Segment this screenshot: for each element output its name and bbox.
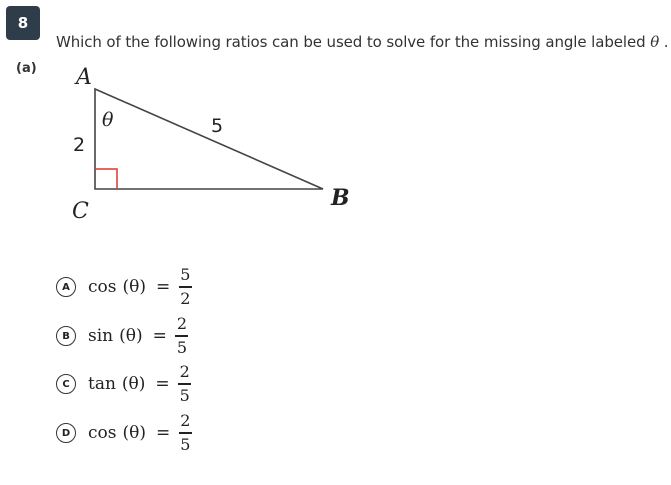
choice-b-argument: (θ) [119, 326, 143, 346]
choice-d[interactable] [56, 413, 192, 453]
vertex-label-b: B [331, 185, 350, 211]
fraction-bar [179, 432, 192, 433]
choice-c[interactable] [56, 364, 192, 404]
choice-a-bubble[interactable]: A [56, 277, 76, 297]
choice-a[interactable] [56, 267, 192, 307]
choice-c-expression [88, 364, 192, 403]
choice-c-fraction [178, 364, 192, 403]
choice-d-argument: (θ) [122, 423, 146, 443]
choice-c-numerator: 2 [179, 362, 190, 382]
choice-a-expression [88, 267, 192, 306]
choice-b[interactable] [56, 316, 189, 356]
choice-b-numerator: 2 [176, 314, 188, 334]
fraction-bar [179, 286, 192, 287]
angle-label-theta: θ [102, 109, 114, 131]
choice-c-bubble[interactable]: C [56, 374, 76, 394]
choice-b-expression [88, 316, 189, 355]
side-label-ac: 2 [73, 134, 86, 156]
choice-d-expression [88, 413, 192, 452]
part-label: (a) [16, 61, 37, 76]
vertex-label-c: C [72, 199, 89, 224]
question-number-badge: 8 [6, 6, 40, 40]
choice-b-equals: = [152, 326, 167, 346]
choice-d-fraction [178, 413, 192, 452]
choice-d-equals: = [155, 423, 171, 443]
fraction-bar [175, 335, 188, 336]
choice-a-fraction [178, 267, 192, 306]
side-label-ab: 5 [211, 115, 224, 137]
choice-c-function: tan [88, 374, 116, 394]
choice-b-denominator: 5 [176, 337, 188, 357]
choice-d-bubble[interactable]: D [56, 423, 76, 443]
choice-d-numerator: 2 [180, 411, 191, 431]
fraction-bar [178, 383, 191, 384]
choice-b-fraction [175, 316, 189, 355]
choice-d-function: cos [88, 423, 117, 443]
choice-c-denominator: 5 [179, 385, 190, 405]
choice-b-bubble[interactable]: B [56, 326, 76, 346]
prompt-text: Which of the following ratios can be used to solve for the missing angle labeled [56, 33, 646, 51]
choice-c-equals: = [155, 374, 170, 394]
prompt-period: . [663, 33, 669, 51]
choice-c-argument: (θ) [121, 374, 146, 394]
choice-a-argument: (θ) [122, 277, 146, 297]
vertex-label-a: A [76, 65, 92, 90]
choice-d-denominator: 5 [180, 434, 191, 454]
choice-a-equals: = [155, 277, 171, 297]
right-angle-marker [95, 169, 117, 189]
choice-a-denominator: 2 [180, 288, 191, 308]
choice-a-function: cos [88, 277, 117, 297]
choice-b-function: sin [88, 326, 114, 346]
choice-a-numerator: 5 [180, 265, 191, 285]
prompt-theta-symbol: θ [650, 33, 660, 51]
triangle-shape [95, 89, 323, 189]
